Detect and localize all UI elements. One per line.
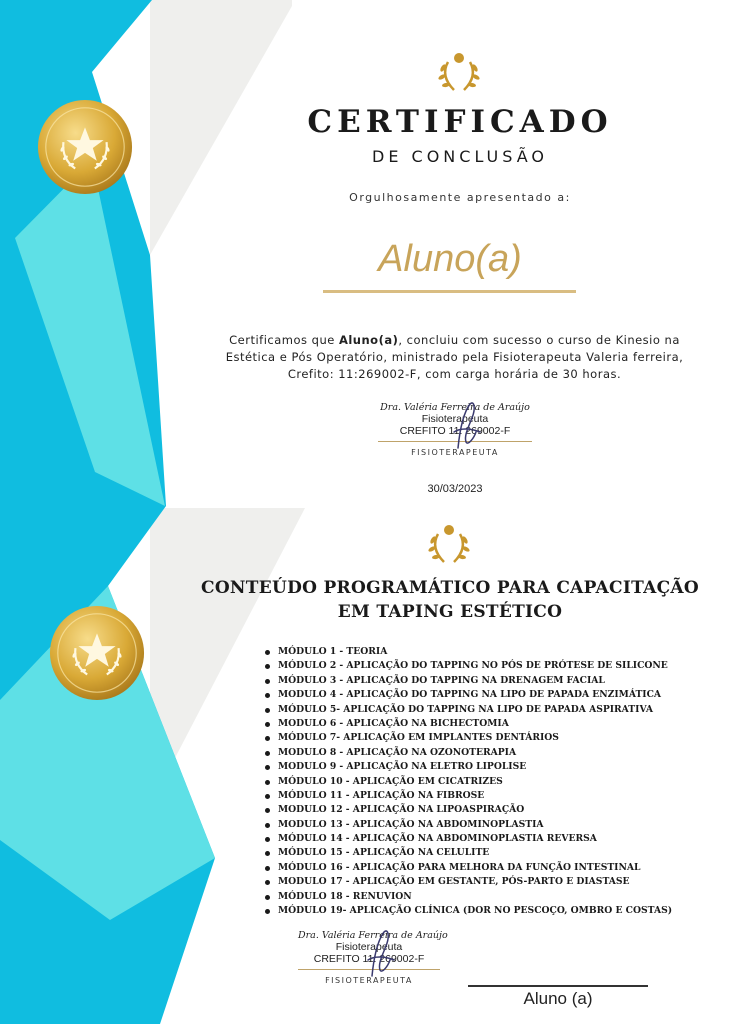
certificate-title: CERTIFICADO xyxy=(307,104,613,140)
body-text: , concluiu com sucesso o curso de Kinesio na Estética e Pós Operatório, ministrado pela Fisioterapeuta Valeria ferreira, Crefito: 11:269002-F, com carga horária de 30 horas. xyxy=(225,333,684,381)
module-item: MODULO 9 - APLICAÇÃO NA ELETRO LIPOLISE xyxy=(262,760,702,774)
signature-title: Fisioterapeuta xyxy=(335,941,403,953)
module-item: MÓDULO 18 - RENUVION xyxy=(262,890,702,904)
certificate-body-text xyxy=(222,332,687,383)
module-item: MODULO 6 - APLICAÇÃO NA BICHECTOMIA xyxy=(262,717,702,731)
student-signature-label: Aluno (a) xyxy=(523,989,593,1008)
issue-date: 30/03/2023 xyxy=(427,483,483,495)
therapist-signature-bottom xyxy=(298,930,448,985)
body-prefix: Certificamos que xyxy=(229,333,339,347)
presented-to-label: Orgulhosamente apresentado a: xyxy=(349,191,571,204)
student-name: Aluno(a) xyxy=(378,238,522,280)
module-item: MÓDULO 14 - APLICAÇÃO NA ABDOMINOPLASTIA REVERSA xyxy=(262,832,702,846)
program-title-line-1: CONTEÚDO PROGRAMÁTICO PARA CAPACITAÇÃO xyxy=(200,578,700,598)
signature-title: Fisioterapeuta xyxy=(421,413,489,425)
signature-script-name: Dra. Valéria Ferreira de Araújo xyxy=(298,930,448,941)
student-signature-line xyxy=(468,985,648,987)
gold-medal-star-icon xyxy=(48,604,146,702)
signature-role: FISIOTERAPEUTA xyxy=(325,976,413,985)
signature-crefito: CREFITO 11: 269002-F xyxy=(399,425,511,437)
body-student-name: Aluno(a) xyxy=(338,333,399,347)
module-item: MODULO 17 - APLICAÇÃO EM GESTANTE, PÓS-PARTO E DIASTASE xyxy=(262,875,702,889)
therapist-signature xyxy=(378,402,532,457)
module-item: MODULO 8 - APLICAÇÃO NA OZONOTERAPIA xyxy=(262,746,702,760)
program-title-line-2: EM TAPING ESTÉTICO xyxy=(337,602,563,622)
signature-script-name: Dra. Valéria Ferreira de Araújo xyxy=(380,402,530,413)
gold-medal-star-icon xyxy=(36,98,134,196)
signature-rule xyxy=(378,441,532,442)
gray-stripe-top xyxy=(150,0,292,255)
module-list xyxy=(262,645,702,918)
signature-rule xyxy=(298,969,440,970)
signature-crefito: CREFITO 11: 269002-F xyxy=(313,953,425,965)
module-item: MÓDULO 5- APLICAÇÃO DO TAPPING NA LIPO DE PAPADA ASPIRATIVA xyxy=(262,703,702,717)
module-item: MÓDULO 11 - APLICAÇÃO NA FIBROSE xyxy=(262,789,702,803)
module-item: MÓDULO 10 - APLICAÇÃO EM CICATRIZES xyxy=(262,775,702,789)
module-item: MÓDULO 19- APLICAÇÃO CLÍNICA (DOR NO PESCOÇO, OMBRO E COSTAS) xyxy=(262,904,702,918)
module-item: MÓDULO 1 - TEORIA xyxy=(262,645,702,659)
module-item: MODULO 12 - APLICAÇÃO NA LIPOASPIRAÇÃO xyxy=(262,803,702,817)
module-item: MÓDULO 7- APLICAÇÃO EM IMPLANTES DENTÁRIOS xyxy=(262,731,702,745)
laurel-wreath-icon xyxy=(424,522,474,566)
certificate-subtitle: DE CONCLUSÃO xyxy=(372,147,548,166)
program-title xyxy=(195,576,705,624)
laurel-wreath-icon xyxy=(434,50,484,94)
module-item: MODULO 4 - APLICAÇÃO DO TAPPING NA LIPO DE PAPADA ENZIMÁTICA xyxy=(262,688,702,702)
name-underline xyxy=(323,290,576,293)
module-item: MÓDULO 16 - APLICAÇÃO PARA MELHORA DA FUNÇÃO INTESTINAL xyxy=(262,861,702,875)
module-item: MÓDULO 3 - APLICAÇÃO DO TAPPING NA DRENAGEM FACIAL xyxy=(262,674,702,688)
module-item: MODULO 13 - APLICAÇÃO NA ABDOMINOPLASTIA xyxy=(262,818,702,832)
module-item: MÓDULO 2 - APLICAÇÃO DO TAPPING NO PÓS DE PRÓTESE DE SILICONE xyxy=(262,659,702,673)
signature-role: FISIOTERAPEUTA xyxy=(411,448,499,457)
module-item: MÓDULO 15 - APLICAÇÃO NA CELULITE xyxy=(262,846,702,860)
